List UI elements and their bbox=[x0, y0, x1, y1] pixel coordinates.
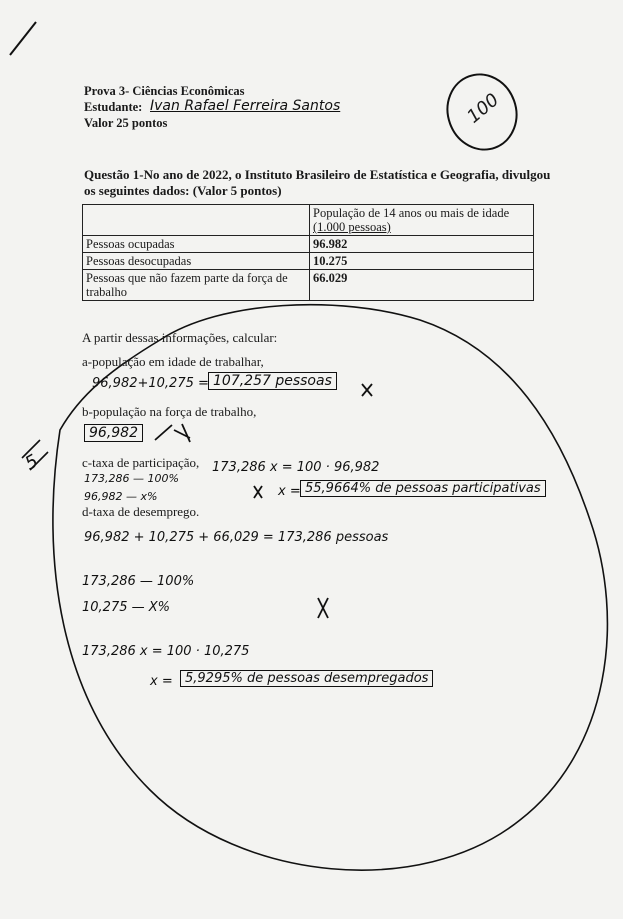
table-header-empty bbox=[83, 205, 310, 236]
item-c-answer: 55,9664% de pessoas participativas bbox=[300, 480, 546, 497]
item-b-answer: 96,982 bbox=[84, 424, 143, 442]
question-line-2: os seguintes dados: (Valor 5 pontos) bbox=[84, 183, 282, 198]
grade-score: 100 bbox=[463, 89, 504, 128]
table-header-text: População de 14 anos ou mais de idade bbox=[313, 206, 510, 220]
table-row bbox=[83, 236, 534, 253]
table-header-unit: (1.000 pessoas) bbox=[313, 220, 391, 234]
side-score-mark: 5 bbox=[21, 450, 42, 475]
item-c-work-3: 173,286 x = 100 · 96,982 bbox=[212, 460, 380, 475]
item-d-prompt: d-taxa de desemprego. bbox=[82, 504, 200, 519]
table-row-label: Pessoas desocupadas bbox=[83, 253, 310, 270]
table-header-row bbox=[83, 205, 534, 236]
table-row-label: Pessoas ocupadas bbox=[83, 236, 310, 253]
check-b bbox=[155, 424, 190, 442]
item-d-work-5: x = bbox=[150, 674, 173, 689]
student-name: Ivan Rafael Ferreira Santos bbox=[150, 98, 341, 114]
value-line: Valor 25 pontos bbox=[84, 116, 168, 130]
item-c-prompt: c-taxa de participação, bbox=[82, 455, 200, 470]
question-text-1: No ano de 2022, o Instituto Brasileiro de Estatística e Geografia, divulgou bbox=[143, 167, 551, 182]
item-d-work-4: 173,286 x = 100 · 10,275 bbox=[82, 644, 250, 659]
table-header-cell bbox=[310, 205, 534, 236]
item-a-answer: 107,257 pessoas bbox=[208, 372, 337, 390]
item-b-prompt: b-população na força de trabalho, bbox=[82, 404, 257, 419]
item-d-work-1: 96,982 + 10,275 + 66,029 = 173,286 pessoas bbox=[84, 530, 389, 545]
item-a-work: 96,982+10,275 = bbox=[92, 376, 209, 391]
item-c-work-4: x = bbox=[278, 484, 301, 499]
item-a-prompt: a-população em idade de trabalhar, bbox=[82, 354, 264, 369]
student-label: Estudante: bbox=[84, 100, 143, 114]
item-d-work-3: 10,275 — X% bbox=[82, 600, 171, 615]
item-c-work-1: 173,286 — 100% bbox=[84, 472, 179, 485]
data-table bbox=[82, 204, 534, 301]
item-d-work-2: 173,286 — 100% bbox=[82, 574, 195, 589]
check-d bbox=[318, 598, 328, 618]
corner-slash bbox=[10, 22, 36, 55]
item-c-work-2: 96,982 — x% bbox=[84, 490, 158, 503]
check-c bbox=[254, 486, 262, 498]
item-d-answer: 5,9295% de pessoas desempregados bbox=[180, 670, 433, 687]
question-line-1 bbox=[84, 167, 550, 182]
table-row-label: Pessoas que não fazem parte da força de trabalho bbox=[83, 270, 310, 301]
exam-title: Prova 3- Ciências Econômicas bbox=[84, 84, 245, 98]
table-row-value: 96.982 bbox=[310, 236, 534, 253]
table-row-value: 66.029 bbox=[310, 270, 534, 301]
table-row-value: 10.275 bbox=[310, 253, 534, 270]
table-row bbox=[83, 270, 534, 301]
check-a bbox=[362, 384, 372, 396]
instructions: A partir dessas informações, calcular: bbox=[82, 330, 278, 345]
table-row bbox=[83, 253, 534, 270]
question-label: Questão 1- bbox=[84, 167, 144, 182]
